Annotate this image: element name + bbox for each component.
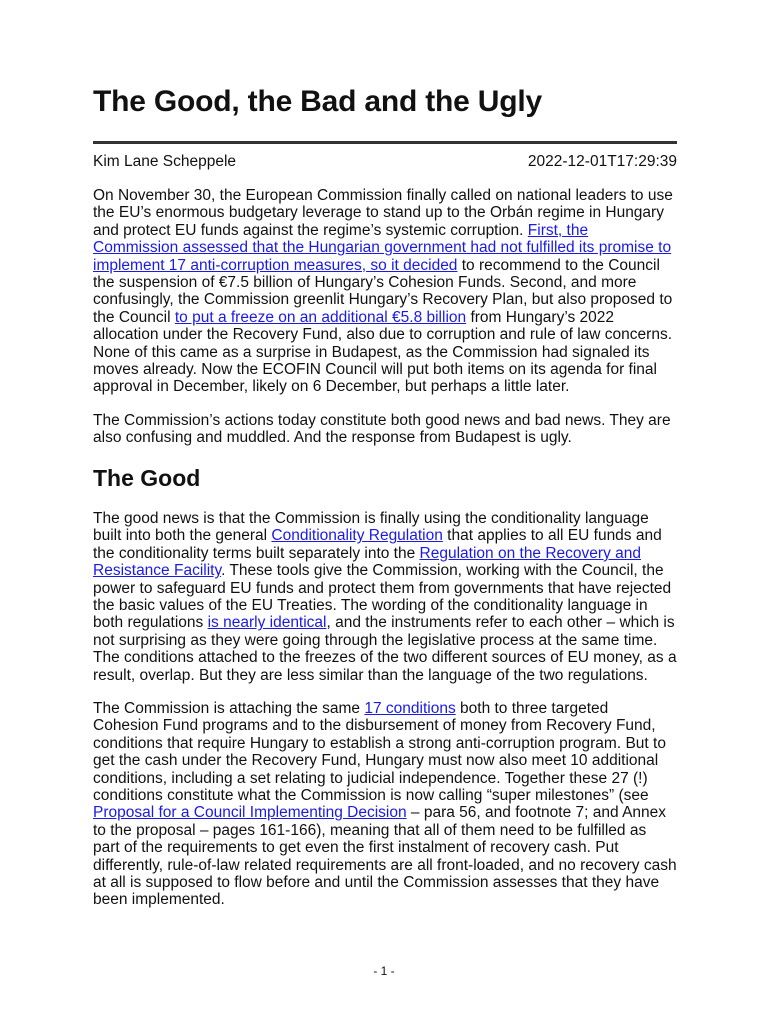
byline bbox=[93, 152, 677, 172]
link-freeze-5-8-billion[interactable]: to put a freeze on an additional €5.8 billion bbox=[174, 308, 467, 326]
text: that applies to all EU funds and the conditionality terms built separately into the bbox=[93, 527, 662, 562]
link-commission-assessment[interactable]: First, the Commission assessed that the Hungarian government had not fulfilled its promise to implement 17 anti-corruption measures, so it decided bbox=[93, 221, 672, 274]
paragraph-summary: The Commission’s actions today constitute both good news and bad news. They are also confusing and muddled. And the response from Budapest is ugly. bbox=[93, 412, 671, 447]
link-nearly-identical[interactable]: is nearly identical bbox=[207, 614, 327, 632]
paragraph-intro bbox=[93, 187, 677, 396]
text: to recommend to the Council the suspension of €7.5 billion of Hungary’s Cohesion Funds. Second, and more confusingly, the Commission greenlit Hungary’s Recovery Plan, but also proposed to the Council bbox=[93, 256, 673, 326]
text: , and the instruments refer to each other – which is not surprising as they were going through the legislative process at the same time. The conditions attached to the freezes of the two different sources of EU money, as a result, overlap. But they are less similar than the language of the two regulations. bbox=[93, 614, 677, 684]
text: – para 56, and footnote 7; and Annex to the proposal – pages 161-166), meaning that all of them need to be fulfilled as part of the requirements to get even the first instalment of recovery cash. Put differently, rule-of-law related requirements are all front-loaded, and no recovery cash at all is supposed to flow before and until the Commission assesses that they have been implemented. bbox=[93, 804, 677, 909]
text: from Hungary’s 2022 allocation under the Recovery Fund, also due to corruption and rule of law concerns. None of this came as a surprise in Budapest, as the Commission had signaled its moves already. Now the ECOFIN Council will put both items on its agenda for final approval in December, likely on 6 December, but perhaps a little later. bbox=[93, 308, 673, 396]
link-council-proposal[interactable]: Proposal for a Council Implementing Decision bbox=[93, 804, 407, 822]
section-heading-good: The Good bbox=[93, 465, 201, 491]
author: Kim Lane Scheppele bbox=[93, 153, 237, 170]
text: both to three targeted Cohesion Fund programs and to the disbursement of money from Recovery Fund, conditions that require Hungary to establish a strong anti-corruption program. But to get the cash under the Recovery Fund, Hungary must now also meet 10 additional conditions, including a set relating to judicial independence. Together these 27 (!) conditions constitute what the Commission is now calling “super milestones” (see bbox=[93, 700, 666, 805]
page-number: - 1 - bbox=[373, 964, 395, 978]
text: The good news is that the Commission is finally using the conditionality language built into both the general bbox=[93, 510, 649, 545]
timestamp: 2022-12-01T17:29:39 bbox=[527, 153, 677, 170]
link-17-conditions[interactable]: 17 conditions bbox=[364, 700, 456, 717]
text: The Commission is attaching the same bbox=[93, 700, 365, 717]
text: On November 30, the European Commission finally called on national leaders to use the EU’s enormous budgetary leverage to stand up to the Orbán regime in Hungary and protect EU funds against the regime’s systemic corruption. bbox=[93, 187, 673, 239]
page-title: The Good, the Bad and the Ugly bbox=[93, 85, 543, 118]
link-conditionality-regulation[interactable]: Conditionality Regulation bbox=[271, 527, 443, 545]
paragraph-good-news bbox=[93, 510, 677, 684]
text: . These tools give the Commission, working with the Council, the power to safeguard EU funds and protect them from governments that have rejected the basic values of the EU Treaties. The wording of the conditionality language in both regulations bbox=[93, 562, 672, 632]
paragraph-conditions bbox=[93, 700, 677, 909]
title-divider bbox=[93, 141, 677, 144]
link-recovery-regulation[interactable]: Regulation on the Recovery and Resistance Facility bbox=[93, 544, 641, 580]
